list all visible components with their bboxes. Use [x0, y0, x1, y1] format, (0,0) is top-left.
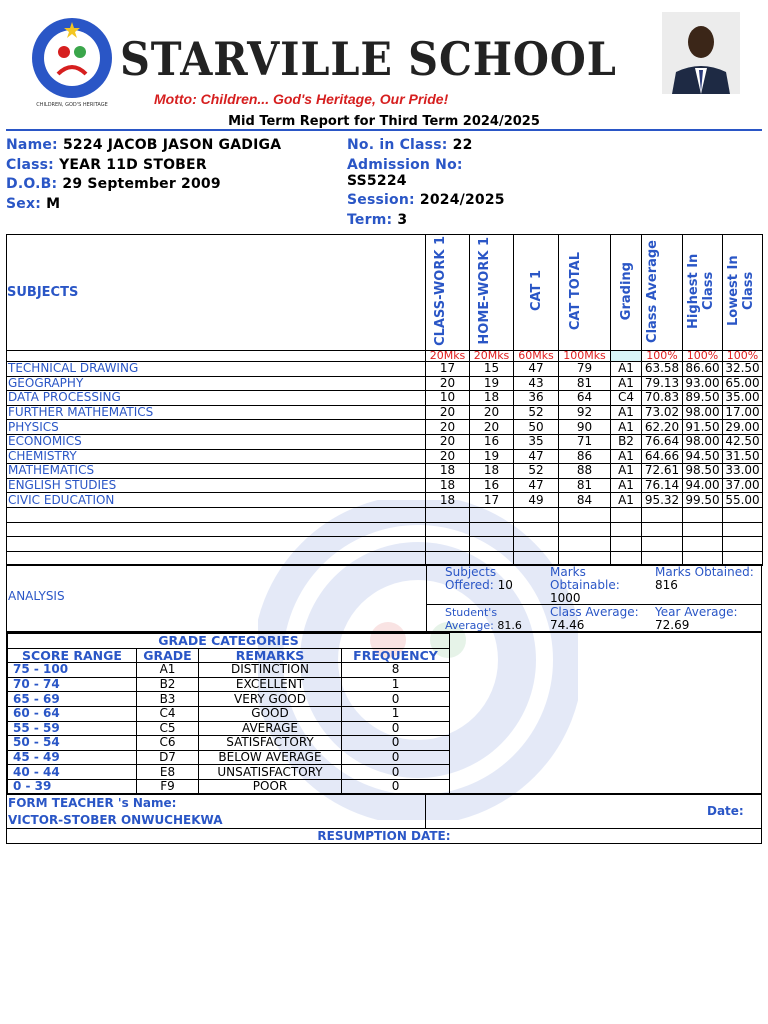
cat1-header: CAT 1 — [514, 235, 559, 351]
grade-categories-title: GRADE CATEGORIES — [8, 634, 450, 649]
subject-row — [7, 391, 763, 406]
homework-header: HOME-WORK 1 — [470, 235, 514, 351]
header-divider — [6, 129, 762, 131]
grade-letter: C5 — [137, 721, 199, 736]
highest-score: 98.00 — [683, 434, 723, 449]
empty-cell — [642, 522, 683, 537]
lowest-score: 17.00 — [723, 405, 763, 420]
cat1-score: 43 — [514, 376, 559, 391]
frequency: 0 — [342, 736, 450, 751]
subject-row — [7, 449, 763, 464]
grade-row — [8, 765, 450, 780]
classwork-score: 18 — [426, 464, 470, 479]
class-average: 70.83 — [642, 391, 683, 406]
grade-letter: D7 — [137, 750, 199, 765]
grade-letter: C6 — [137, 736, 199, 751]
school-name: STARVILLE SCHOOL — [120, 32, 617, 86]
subject-row — [7, 464, 763, 479]
highest-score: 99.50 — [683, 493, 723, 508]
highest-score: 98.00 — [683, 405, 723, 420]
classwork-header: CLASS-WORK 1 — [426, 235, 470, 351]
empty-cell — [426, 507, 470, 522]
cat1-score: 36 — [514, 391, 559, 406]
no-in-class-line — [347, 137, 473, 153]
frequency: 0 — [342, 750, 450, 765]
resumption-box — [6, 828, 762, 844]
marks-obtained-value: 816 — [655, 578, 678, 592]
class-label: Class: — [6, 157, 54, 173]
empty-cell — [470, 507, 514, 522]
form-teacher-name: VICTOR-STOBER ONWUCHEKWA — [8, 813, 223, 827]
cat-total-score: 84 — [559, 493, 611, 508]
subject-row — [7, 362, 763, 377]
subject-name: GEOGRAPHY — [7, 376, 426, 391]
frequency: 8 — [342, 663, 450, 678]
highest-header: Highest In Class — [683, 235, 723, 351]
form-teacher-box — [6, 794, 762, 829]
grade-row — [8, 721, 450, 736]
highest-score: 91.50 — [683, 420, 723, 435]
cat1-score: 52 — [514, 464, 559, 479]
session-value: 2024/2025 — [419, 192, 505, 208]
subject-name: PHYSICS — [7, 420, 426, 435]
frequency-header: FREQUENCY — [342, 648, 450, 663]
admission-label-line — [347, 157, 463, 173]
cat1-score: 47 — [514, 478, 559, 493]
admission-label: Admission No: — [347, 157, 463, 173]
grade-row — [8, 706, 450, 721]
score-range: 45 - 49 — [8, 750, 137, 765]
homework-score: 18 — [470, 464, 514, 479]
cat-total-score: 86 — [559, 449, 611, 464]
empty-cell — [683, 537, 723, 552]
homework-marks: 20Mks — [470, 351, 514, 362]
classwork-score: 10 — [426, 391, 470, 406]
homework-score: 16 — [470, 434, 514, 449]
grade-row — [8, 663, 450, 678]
empty-cell — [611, 507, 642, 522]
score-range: 0 - 39 — [8, 779, 137, 794]
student-sex-line — [6, 196, 60, 212]
lowest-score: 35.00 — [723, 391, 763, 406]
classwork-score: 20 — [426, 405, 470, 420]
empty-cell — [514, 537, 559, 552]
cat-total-score: 90 — [559, 420, 611, 435]
term-label: Term: — [347, 212, 393, 228]
student-average-value: 81.6 — [497, 619, 522, 632]
lowest-score: 33.00 — [723, 464, 763, 479]
cat-total-score: 64 — [559, 391, 611, 406]
subjects-offered — [445, 566, 545, 592]
frequency: 0 — [342, 692, 450, 707]
subject-row — [7, 405, 763, 420]
cat-total-score: 81 — [559, 478, 611, 493]
report-title: Mid Term Report for Third Term 2024/2025 — [228, 114, 540, 129]
highest-score: 93.00 — [683, 376, 723, 391]
class-average: 95.32 — [642, 493, 683, 508]
session-label: Session: — [347, 192, 415, 208]
analysis-section — [6, 564, 762, 632]
frequency: 0 — [342, 765, 450, 780]
grade-rows — [8, 663, 450, 794]
admission-no: SS5224 — [347, 173, 407, 189]
subject-row — [7, 434, 763, 449]
frequency: 1 — [342, 677, 450, 692]
class-average: 62.20 — [642, 420, 683, 435]
classwork-score: 18 — [426, 478, 470, 493]
classwork-marks: 20Mks — [426, 351, 470, 362]
remark: SATISFACTORY — [199, 736, 342, 751]
marks-obtained-label: Marks Obtained: — [655, 565, 754, 579]
student-average-label: Student's Average: — [445, 606, 498, 632]
logo-caption: CHILDREN, GOD'S HERITAGE — [36, 102, 108, 108]
no-in-class: 22 — [452, 137, 473, 153]
highest-score: 86.60 — [683, 362, 723, 377]
class-average: 63.58 — [642, 362, 683, 377]
empty-cell — [723, 507, 763, 522]
score-range: 65 - 69 — [8, 692, 137, 707]
empty-cell — [559, 507, 611, 522]
grade: A1 — [611, 464, 642, 479]
class-average: 76.64 — [642, 434, 683, 449]
classwork-score: 20 — [426, 434, 470, 449]
date-label: Date: — [707, 804, 744, 818]
remark: BELOW AVERAGE — [199, 750, 342, 765]
class-average: 72.61 — [642, 464, 683, 479]
empty-row — [7, 537, 763, 552]
marks-obtained — [655, 566, 759, 592]
remark: DISTINCTION — [199, 663, 342, 678]
empty-cell — [426, 522, 470, 537]
classwork-score: 17 — [426, 362, 470, 377]
empty-cell — [642, 507, 683, 522]
grade-letter: F9 — [137, 779, 199, 794]
subject-name: TECHNICAL DRAWING — [7, 362, 426, 377]
homework-score: 15 — [470, 362, 514, 377]
empty-cell — [514, 522, 559, 537]
grade-row — [8, 736, 450, 751]
lowest-header: Lowest In Class — [723, 235, 763, 351]
score-range: 60 - 64 — [8, 706, 137, 721]
score-range: 55 - 59 — [8, 721, 137, 736]
school-logo — [28, 16, 116, 108]
empty-cell — [683, 507, 723, 522]
year-average-label: Year Average: — [655, 605, 738, 619]
subject-name: MATHEMATICS — [7, 464, 426, 479]
marks-obtainable-label: Marks Obtainable: — [550, 565, 620, 592]
student-dob-line — [6, 176, 221, 192]
homework-score: 17 — [470, 493, 514, 508]
homework-score: 19 — [470, 376, 514, 391]
grade-header: GRADE — [137, 648, 199, 663]
grade-letter: B3 — [137, 692, 199, 707]
subject-name: CHEMISTRY — [7, 449, 426, 464]
form-teacher-label: FORM TEACHER 's Name: — [8, 796, 177, 810]
student-name-line — [6, 137, 281, 153]
class-average: 79.13 — [642, 376, 683, 391]
grade-row — [8, 677, 450, 692]
class-average: 73.02 — [642, 405, 683, 420]
grade: A1 — [611, 493, 642, 508]
lowest-score: 31.50 — [723, 449, 763, 464]
lowest-score: 42.50 — [723, 434, 763, 449]
highest-marks: 100% — [683, 351, 723, 362]
class-average: 64.66 — [642, 449, 683, 464]
name-label: Name: — [6, 137, 58, 153]
cat-total-header: CAT TOTAL — [559, 235, 611, 351]
marks-row — [7, 351, 763, 362]
empty-cell — [559, 537, 611, 552]
empty-cell — [611, 537, 642, 552]
class-average-summary-label: Class Average: — [550, 605, 639, 619]
student-sex: M — [46, 196, 61, 212]
marks-obtainable-value: 1000 — [550, 591, 581, 605]
class-average-summary — [550, 606, 654, 632]
empty-cell — [683, 522, 723, 537]
empty-cell — [426, 537, 470, 552]
classwork-score: 20 — [426, 449, 470, 464]
empty-cell — [470, 537, 514, 552]
cat1-marks: 60Mks — [514, 351, 559, 362]
homework-score: 16 — [470, 478, 514, 493]
class-average-summary-value: 74.46 — [550, 618, 585, 632]
frequency: 0 — [342, 779, 450, 794]
empty-cell — [7, 522, 426, 537]
grade-row — [8, 750, 450, 765]
cat-total-score: 88 — [559, 464, 611, 479]
student-dob: 29 September 2009 — [62, 176, 221, 192]
score-range: 70 - 74 — [8, 677, 137, 692]
empty-row — [7, 522, 763, 537]
grading-marks — [611, 351, 642, 362]
subject-name: ECONOMICS — [7, 434, 426, 449]
grade: A1 — [611, 362, 642, 377]
grade: A1 — [611, 376, 642, 391]
homework-score: 18 — [470, 391, 514, 406]
subject-name: ENGLISH STUDIES — [7, 478, 426, 493]
cat1-score: 35 — [514, 434, 559, 449]
classwork-score: 18 — [426, 493, 470, 508]
analysis-label: ANALYSIS — [8, 589, 65, 603]
header-row — [7, 235, 763, 351]
lowest-score: 55.00 — [723, 493, 763, 508]
frequency: 0 — [342, 721, 450, 736]
grade-letter: B2 — [137, 677, 199, 692]
lowest-marks: 100% — [723, 351, 763, 362]
empty-cell — [611, 522, 642, 537]
cat-total-score: 81 — [559, 376, 611, 391]
grade: A1 — [611, 478, 642, 493]
sex-label: Sex: — [6, 196, 42, 212]
grade-letter: A1 — [137, 663, 199, 678]
scores-table — [6, 234, 763, 566]
score-range-header: SCORE RANGE — [8, 648, 137, 663]
subjects-header: SUBJECTS — [7, 235, 426, 351]
score-range: 50 - 54 — [8, 736, 137, 751]
empty-cell — [559, 522, 611, 537]
lowest-score: 32.50 — [723, 362, 763, 377]
remark: VERY GOOD — [199, 692, 342, 707]
score-range: 40 - 44 — [8, 765, 137, 780]
student-average — [445, 606, 545, 632]
remark: GOOD — [199, 706, 342, 721]
empty-cell — [7, 537, 426, 552]
subject-row — [7, 376, 763, 391]
empty-cell — [514, 507, 559, 522]
year-average — [655, 606, 761, 632]
subject-name: FURTHER MATHEMATICS — [7, 405, 426, 420]
class-average-header: Class Average — [642, 235, 683, 351]
class-average-marks: 100% — [642, 351, 683, 362]
lowest-score: 65.00 — [723, 376, 763, 391]
grade: A1 — [611, 405, 642, 420]
cat-total-marks: 100Mks — [559, 351, 611, 362]
subject-row — [7, 493, 763, 508]
subject-name: CIVIC EDUCATION — [7, 493, 426, 508]
grade: C4 — [611, 391, 642, 406]
remark: POOR — [199, 779, 342, 794]
grading-header: Grading — [611, 235, 642, 351]
highest-score: 94.00 — [683, 478, 723, 493]
remarks-header: REMARKS — [199, 648, 342, 663]
grade: A1 — [611, 420, 642, 435]
student-class: YEAR 11D STOBER — [59, 157, 207, 173]
highest-score: 89.50 — [683, 391, 723, 406]
year-average-value: 72.69 — [655, 618, 690, 632]
cat1-score: 47 — [514, 449, 559, 464]
homework-score: 20 — [470, 405, 514, 420]
homework-score: 19 — [470, 449, 514, 464]
grade-categories-table — [7, 633, 450, 795]
term-line — [347, 212, 407, 228]
cat-total-score: 79 — [559, 362, 611, 377]
classwork-score: 20 — [426, 376, 470, 391]
remark: UNSATISFACTORY — [199, 765, 342, 780]
highest-score: 94.50 — [683, 449, 723, 464]
class-average: 76.14 — [642, 478, 683, 493]
highest-score: 98.50 — [683, 464, 723, 479]
grade-header-row — [8, 648, 450, 663]
student-photo — [662, 12, 740, 94]
subject-row — [7, 420, 763, 435]
empty-cell — [723, 522, 763, 537]
grade-letter: C4 — [137, 706, 199, 721]
grade-row — [8, 692, 450, 707]
lowest-score: 37.00 — [723, 478, 763, 493]
grade-letter: E8 — [137, 765, 199, 780]
homework-score: 20 — [470, 420, 514, 435]
grade-row — [8, 779, 450, 794]
classwork-score: 20 — [426, 420, 470, 435]
resumption-date-label: RESUMPTION DATE: — [317, 829, 451, 843]
score-range: 75 - 100 — [8, 663, 137, 678]
empty-cell — [7, 507, 426, 522]
no-in-class-label: No. in Class: — [347, 137, 448, 153]
empty-cell — [723, 537, 763, 552]
student-name: 5224 JACOB JASON GADIGA — [62, 137, 282, 153]
remark: AVERAGE — [199, 721, 342, 736]
student-class-line — [6, 157, 207, 173]
marks-obtainable — [550, 566, 650, 605]
empty-cell — [642, 537, 683, 552]
remark: EXCELLENT — [199, 677, 342, 692]
subject-name: DATA PROCESSING — [7, 391, 426, 406]
cat1-score: 50 — [514, 420, 559, 435]
subjects-offered-label: Subjects Offered: — [445, 565, 497, 592]
term-value: 3 — [397, 212, 408, 228]
cat1-score: 49 — [514, 493, 559, 508]
lowest-score: 29.00 — [723, 420, 763, 435]
subjects-offered-value: 10 — [497, 578, 513, 592]
grade: B2 — [611, 434, 642, 449]
school-motto: Motto: Children... God's Heritage, Our Pride! — [154, 91, 449, 107]
empty-cell — [470, 522, 514, 537]
session-line — [347, 192, 505, 208]
subject-row — [7, 478, 763, 493]
grade: A1 — [611, 449, 642, 464]
cat-total-score: 92 — [559, 405, 611, 420]
cat-total-score: 71 — [559, 434, 611, 449]
cat1-score: 47 — [514, 362, 559, 377]
empty-row — [7, 507, 763, 522]
subject-rows — [7, 362, 763, 566]
cat1-score: 52 — [514, 405, 559, 420]
frequency: 1 — [342, 706, 450, 721]
marks-row-blank — [7, 351, 426, 362]
dob-label: D.O.B: — [6, 176, 58, 192]
